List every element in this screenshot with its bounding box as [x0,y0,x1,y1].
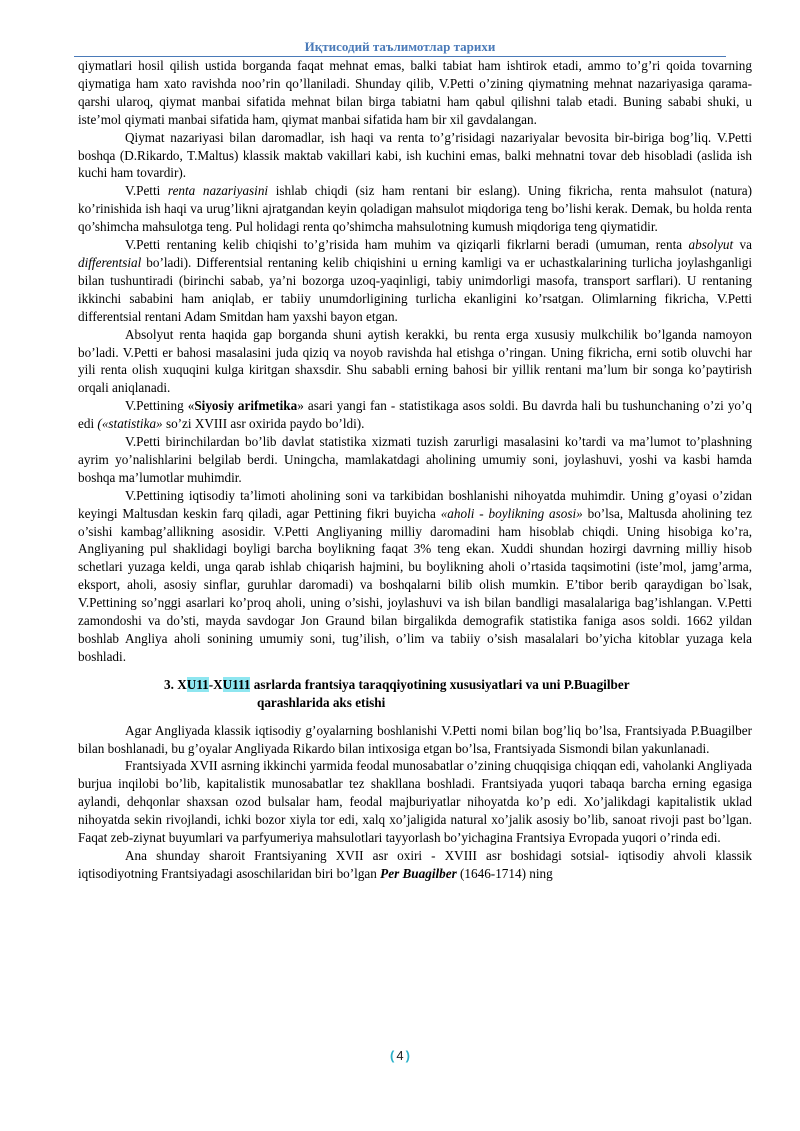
paragraph: Agar Angliyada klassik iqtisodiy g’oyalarning boshlanishi V.Petti nomi bilan bog’liq bo’lsa, Frantsiyada P.Buagilber bilan boshlanadi, bu g’oyalar Angliyada Rikardo bilan intixosiga etgan bo’lsa, Frantsiyada Sismondi bilan yakunlanadi. [78,722,752,756]
text-run: V.Petti rentaning kelib chiqishi to’g’risida ham muhim va qiziqarli fikrlarni beradi (umuman, renta [125,237,689,253]
page-bracket: ) [405,1048,410,1063]
text-run: V.Pettining iqtisodiy ta’limoti aholining soni va tarkibidan boshlanishi nihoyatda muhimdir. Uning g’oyasi o’zidan keyingi Maltusdan keskin farq qiladi, agar Pettining fikri buyicha [78,487,752,521]
paragraph: qiymatlari hosil qilish ustida borganda faqat mehnat emas, balki tabiat ham ishtirok etadi, ammo to’g’ri qoida tovarning qiymatiga ham xato ravishda noo’rin qo’llaniladi. Shunday qilib, V.Petti o’zining qiymatning mehnat nazariyasiga qarama-qarshi ularoq, qiymat manbai sifatida mehnat bilan birga tabiatni ham qabul qilishni talab etadi. Buning sababi shuki, u iste’mol qiymati manbai sifatida ham, qiymat manbai sifatida ham bir xil gavdalangan. [78,58,752,127]
paragraph [78,236,752,326]
italic-term: absolyut [688,237,734,253]
paragraph [78,487,752,666]
text-run: (1646-1714) ning [456,865,553,881]
paragraph: Qiymat nazariyasi bilan daromadlar, ish haqi va renta to’g’risidagi nazariyalar bevosita bir-biriga bog’liq. V.Petti boshqa (D.Rikardo, T.Maltus) klassik maktab vakillari kabi, ish kuchini emas, balki mehnatni tovar deb hisobladi (aslida ish kuchi ham tovardir). [78,129,752,181]
text-run: V.Petti [125,183,168,199]
text-run: » asari yangi fan - statistikaga asos soldi. Bu davrda hali bu tushunchaning o’zi yo’q edi [78,398,753,432]
bold-title: Siyosiy arifmetika [194,398,298,414]
page-number [0,1048,800,1063]
text-run: V.Pettining « [125,398,195,414]
text-run: so’zi XVIII asr oxirida paydo bo’ldi). [162,416,365,432]
heading-text: 3. X [164,676,187,692]
italic-term: («statistika» [97,416,163,432]
highlighted-text: U11 [186,676,209,692]
section-heading [78,676,752,712]
text-run: bo’ladi). Differentsial rentaning kelib chiqishini u erning kamligi va er uchastkalarining turlicha joylashganligi bilan tushuntiradi (birinchi sabab, ya’ni bozorga uzoq-yaqinligi, tabiy unimdorligi masofa, transport sarflari). U rentaning ikkinchi sababini ham aniqlab, er tabiiy unumdorligining turlicha ekanligini ko’rsatgan. Olimlarning fikricha, V.Petti differentsial rentani Adam Smitdan ham yaxshi bayon etgan. [78,254,752,324]
text-run: Ana shunday sharoit Frantsiyaning XVII asr oxiri - XVIII asr boshidagi sotsial- iqtisodiy ahvoli klassik iqtisodiyotning Frantsiyadagi asoschilaridan biri bo’lgan [78,847,752,881]
paragraph: Absolyut renta haqida gap borganda shuni aytish kerakki, bu renta erga xususiy mulkchilik bo’lganda namoyon bo’ladi. V.Petti er bahosi masalasini juda qiziq va noyob ravishda hal etishga o’ringan. Uning fikricha, erni sotib oluvchi har yili renta olish xuquqini kulga kiritgan shaxsdir. Shu sababli erning bahosi bir yillik rentani ma’lum bir songa ko’paytirish orqali aniqlanadi. [78,326,752,396]
italic-term: differentsial [78,254,142,270]
paragraph [78,182,752,236]
page-number-value: 4 [396,1048,404,1063]
highlighted-text: U111 [222,676,251,692]
heading-text: -X [208,676,223,692]
document-body [78,57,752,883]
bold-italic-name: Per Buagilber [380,865,457,881]
paragraph [78,397,752,433]
text-run: ishlab chiqdi (siz ham rentani bir eslang). Uning fikricha, renta mahsulot (natura) ko’rinishida ish haqi va urug’likni ajratgandan keyin qoladigan mahsulot miqdoriga teng bo’lishi kerak. Demak, bu holda renta qo’shimcha mahsulotga teng. Pul holidagi renta qo’shimcha mahsulotning kumush miqdoriga teng qiymatidir. [78,183,752,235]
running-header: Иқтисодий таълимотлар тарихи [304,39,496,54]
text-run: bo’lsa, Maltusda aholining tez o’sishi kambag’allikning asosidir. V.Petti Angliyaning milliy daromadini ham hisoblab chiqdi. Uning hisobiga ko’ra, Angliyaning pul shaklidagi boyligi barcha boylikning faqat 3% teng ekan. Xuddi shundan hozirgi davrning milliy hisob schetlari yuzaga keldi, unga qarab ishlab chiqarish hajmini, bu boylikning aholi o’rtasida taqsimotini (iste’mol, jamg’arma, eksport, aholi, asosiy sinflar, guruhlar daromadi) va boshqalarni bilib olish mumkin. E’tibor berib qaraydigan bo`lsak, V.Pettining so’nggi asarlari ko’proq aholi, uning o’sishi, joylashuvi va ish bilan bandligi masalalariga bag’ishlangan. V.Petti zamondoshi va do’sti, mayda savdogar Jon Graund bilan birgalikda demografik statistika faniga asos soldi. 1662 yildan boshlab Angliya aholi sonining umumiy soni, tug’ilish, o’lim va tabiiy o’sish masalalari bo’yicha kitoblar yuzaga kela boshladi. [78,505,752,664]
italic-term: renta nazariyasini [167,183,269,199]
paragraph [78,847,752,883]
heading-text: qarashlarida aks etishi [257,694,386,710]
page-bracket: ( [390,1048,395,1063]
heading-text: asrlarda frantsiya taraqqiyotining xususiyatlari va uni P.Buagilber [250,676,630,692]
paragraph: V.Petti birinchilardan bo’lib davlat statistika xizmati tuzish zarurligi masalasini ko’tardi va ma’lumot to’plashning ayrim yo’nalishlarini belgilab berdi. Uningcha, mamlakatdagi aholining umumiy soni, joylashuvi, yoshi va kasbi hamda boshqa ma’lumotlar muhimdir. [78,434,752,485]
text-run: va [733,237,752,253]
italic-quote: «aholi - boylikning asosi» [440,505,583,521]
paragraph: Frantsiyada XVII asrning ikkinchi yarmida feodal munosabatlar o’zining chuqqisiga chiqqan edi, vaholanki Angliyada burjua inqilobi bo’lib, kapitalistik munosabatlar tez shakllana boshladi. Frantsiyada yuqori tabaqa barcha erning egasiga aylandi, dehqonlar shaxsan ozod bulsalar ham, feodal majburiyatlar nihoyatda ko’p edi. Xo’jalikdagi kapitalistik uklad nihoyatda sekin rivojlandi, ichki bozor xiyla tor edi, xalq xo’jaligida natural xo’jalik asosiy bo’lib, sanoat rivoji past bo’lgan. Faqat zeb-ziynat buyumlari va parfyumeriya mahsulotlari tayyorlash bo’yichagina Frantsiya Evropada yuqori o’rinda edi. [78,758,752,846]
